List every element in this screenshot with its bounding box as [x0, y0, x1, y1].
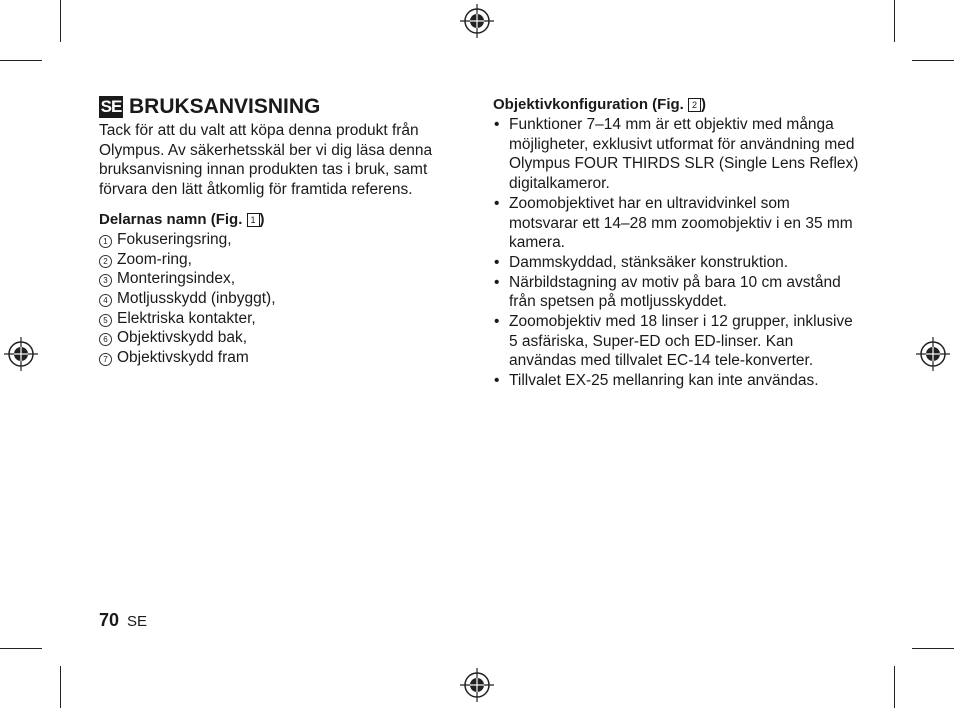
crop-mark-top-left-v: [60, 0, 61, 42]
item-label: Objektivskydd bak,: [117, 329, 248, 347]
config-heading-close: ): [701, 96, 707, 113]
list-item: [99, 328, 459, 348]
crop-mark-top-left-h: [0, 60, 42, 61]
list-item: [99, 230, 459, 250]
registration-mark-icon: [460, 4, 494, 38]
crop-mark-top-right-v: [894, 0, 895, 42]
item-number: 2: [99, 255, 112, 268]
item-number: 7: [99, 353, 112, 366]
bullet-item: • Tillvalet EX-25 mellanring kan inte användas.: [493, 371, 863, 391]
figure-number-box: 2: [688, 98, 701, 112]
item-label: Objektivskydd fram: [117, 349, 249, 367]
item-label: Elektriska kontakter,: [117, 309, 256, 327]
page-footer: [99, 610, 147, 631]
parts-heading-close: ): [259, 210, 265, 228]
parts-heading: [99, 210, 459, 230]
crop-mark-bottom-left-h: [0, 648, 42, 649]
registration-mark-icon: [916, 337, 950, 371]
crop-mark-bottom-right-h: [912, 648, 954, 649]
item-label: Monteringsindex,: [117, 270, 236, 288]
crop-mark-bottom-left-v: [60, 666, 61, 708]
item-number: 5: [99, 314, 112, 327]
bullet-item: • Närbildstagning av motiv på bara 10 cm avstånd från spetsen på motljusskyddet.: [493, 273, 863, 312]
list-item: [99, 269, 459, 289]
config-bullet-list: [493, 115, 863, 391]
left-column: [99, 95, 459, 368]
bullet-item: • Zoomobjektiv med 18 linser i 12 grupper, inklusive 5 asfäriska, Super-ED och ED-linser. Kan användas med tillvalet EC-14 tele-konverter.: [493, 312, 863, 371]
item-number: 3: [99, 274, 112, 287]
bullet-item: • Zoomobjektivet har en ultravidvinkel som motsvarar ett 14–28 mm zoomobjektiv i en 35 mm kamera.: [493, 194, 863, 253]
section-title-row: [99, 95, 459, 119]
crop-mark-top-right-h: [912, 60, 954, 61]
item-label: Motljusskydd (inbyggt),: [117, 289, 276, 307]
registration-mark-icon: [4, 337, 38, 371]
language-badge: SE: [100, 97, 122, 116]
item-number: 6: [99, 333, 112, 346]
list-item: [99, 309, 459, 329]
bullet-item: • Dammskyddad, stänksäker konstruktion.: [493, 253, 863, 273]
item-label: Zoom-ring,: [117, 250, 192, 268]
list-item: [99, 348, 459, 368]
parts-heading-text: Delarnas namn (Fig.: [99, 210, 243, 228]
item-number: 1: [99, 235, 112, 248]
item-number: 4: [99, 294, 112, 307]
list-item: [99, 250, 459, 270]
parts-list: [99, 230, 459, 368]
page-title: BRUKSANVISNING: [129, 95, 321, 118]
right-column: [493, 95, 863, 391]
footer-language: SE: [127, 613, 148, 630]
crop-mark-bottom-right-v: [894, 666, 895, 708]
figure-number-box: 1: [247, 213, 260, 227]
bullet-item: • Funktioner 7–14 mm är ett objektiv med många möjligheter, exklusivt utformat för användning med Olympus FOUR THIRDS SLR (Single Lens Reflex) digitalkameror.: [493, 115, 863, 194]
page-number: 70: [99, 610, 120, 630]
config-heading: [493, 95, 863, 115]
item-label: Fokuseringsring,: [117, 230, 232, 248]
list-item: [99, 289, 459, 309]
registration-mark-icon: [460, 668, 494, 702]
config-heading-text: Objektivkonfiguration (Fig.: [493, 96, 684, 113]
intro-paragraph: Tack för att du valt att köpa denna produkt från Olympus. Av säkerhetsskäl ber vi dig läsa denna bruksanvisning innan produkten tas i bruk, samt förvara den lätt åtkomlig för framtida referens.: [99, 122, 433, 199]
